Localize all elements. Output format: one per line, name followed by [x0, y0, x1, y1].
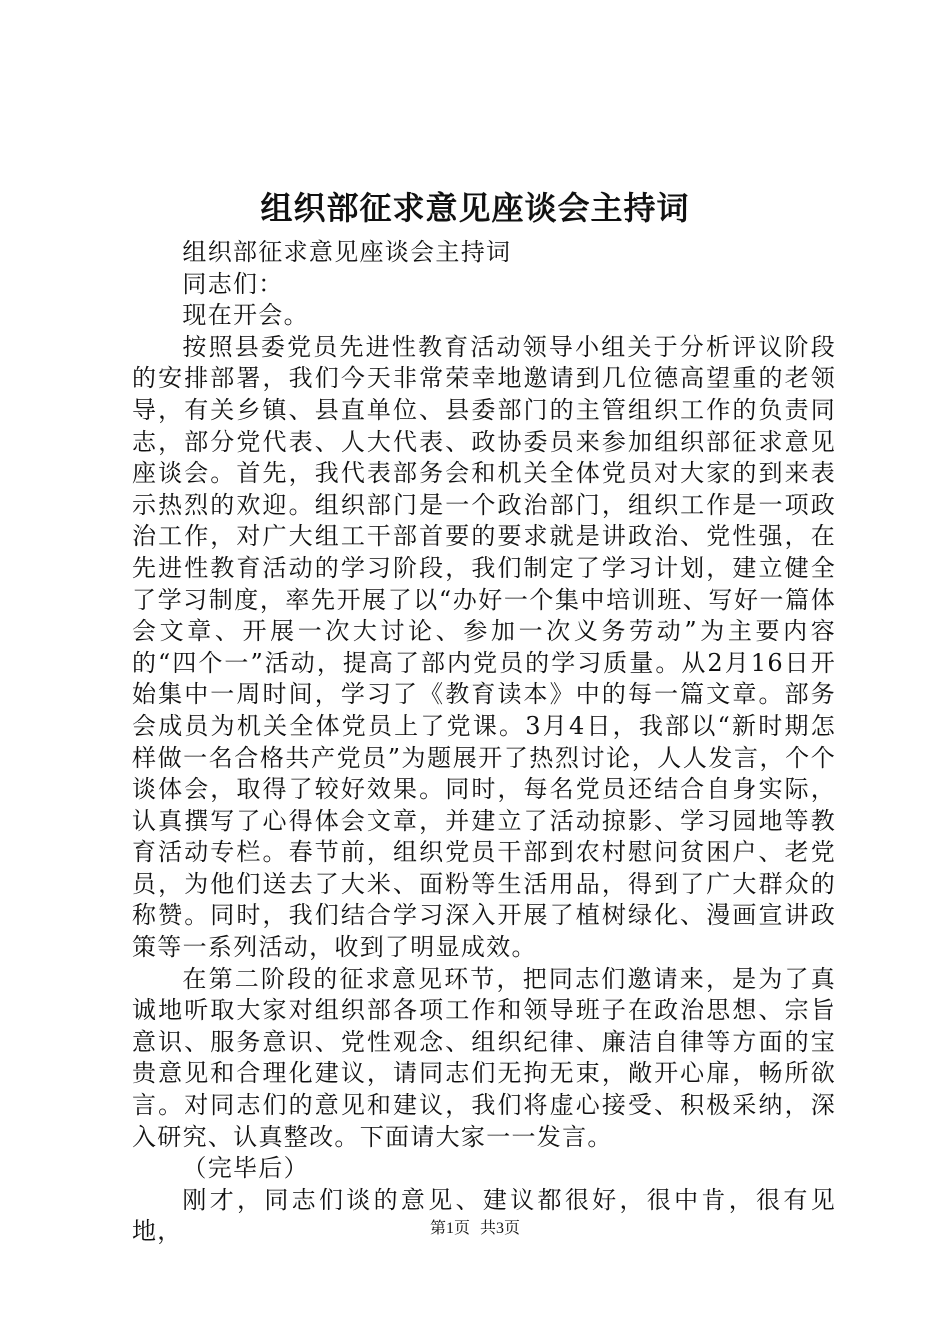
paragraph-purpose: 在第二阶段的征求意见环节，把同志们邀请来，是为了真诚地听取大家对组织部各项工作和领导班子在政治思想、宗旨意识、服务意识、党性观念、组织纪律、廉洁自律等方面的宝贵意见和合理化建议，请同志们无拘无束，敞开心扉，畅所欲言。对同志们的意见和建议，我们将虚心接受、积极采纳，深入研究、认真整改。下面请大家一一发言。: [132, 964, 836, 1151]
paragraph-closing: 刚才，同志们谈的意见、建议都很好，很中肯，很有见地，: [132, 1185, 836, 1246]
paragraph-salutation: 同志们：: [182, 269, 284, 298]
page-number: 第1页: [429, 1220, 470, 1237]
page-footer: [0, 1217, 950, 1241]
page-total: 共3页: [480, 1220, 521, 1237]
document-title: 组织部征求意见座谈会主持词: [260, 189, 690, 227]
document-body: [132, 237, 836, 1248]
paragraph-subtitle: 组织部征求意见座谈会主持词: [182, 238, 512, 266]
paragraph-stage-note: （完毕后）: [182, 1154, 309, 1183]
paragraph-background: 按照县委党员先进性教育活动领导小组关于分析评议阶段的安排部署，我们今天非常荣幸地邀请到几位德高望重的老领导，有关乡镇、县直单位、县委部门的主管组织工作的负责同志，部分党代表、人大代表、政协委员来参加组织部征求意见座谈会。首先，我代表部务会和机关全体党员对大家的到来表示热烈的欢迎。组织部门是一个政治部门，组织工作是一项政治工作，对广大组工干部首要的要求就是讲政治、党性强，在先进性教育活动的学习阶段，我们制定了学习计划，建立健全了学习制度，率先开展了以“办好一个集中培训班、写好一篇体会文章、开展一次大讨论、参加一次义务劳动”为主要内容的“四个一”活动，提高了部内党员的学习质量。从2月16日开始集中一周时间，学习了《教育读本》中的每一篇文章。部务会成员为机关全体党员上了党课。3月4日，我部以“新时期怎样做一名合格共产党员”为题展开了热烈讨论，人人发言，个个谈体会，取得了较好效果。同时，每名党员还结合自身实际，认真撰写了心得体会文章，并建立了活动掠影、学习园地等教育活动专栏。春节前，组织党员干部到农村慰问贫困户、老党员，为他们送去了大米、面粉等生活用品，得到了广大群众的称赞。同时，我们结合学习深入开展了植树绿化、漫画宣讲政策等一系列活动，收到了明显成效。: [132, 332, 836, 962]
paragraph-opening: 现在开会。: [182, 301, 309, 330]
